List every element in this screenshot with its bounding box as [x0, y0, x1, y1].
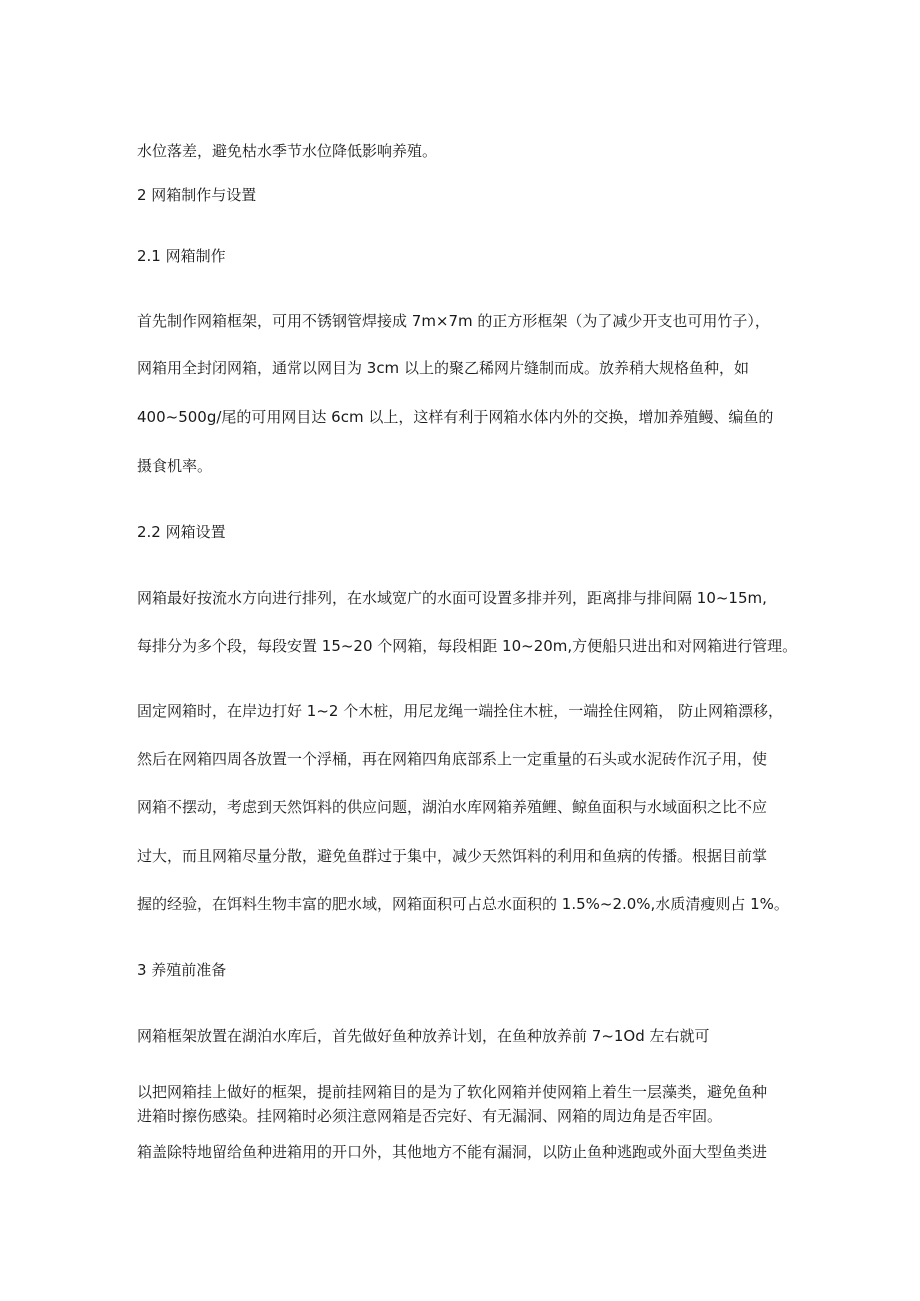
section-2-1-line: 摄食机率。 [137, 457, 213, 475]
section-2-2-para2-line: 网箱不摆动，考虑到天然饵料的供应问题，湖泊水库网箱养殖鲤、鲸鱼面积与水域面积之比不应 [137, 798, 768, 816]
section-3-heading: 3 养殖前准备 [137, 961, 227, 979]
section-3-para3-line: 箱盖除特地留给鱼种进箱用的开口外，其他地方不能有漏洞，以防止鱼种逃跑或外面大型鱼类进 [137, 1143, 768, 1161]
section-2-2-para2-line: 固定网箱时，在岸边打好 1~2 个木桩，用尼龙绳一端拴住木桩，一端拴住网箱， 防止网箱漂移， [137, 702, 783, 720]
section-2-heading: 2 网箱制作与设置 [137, 186, 257, 204]
section-3-para2-line: 以把网箱挂上做好的框架，提前挂网箱目的是为了软化网箱并使网箱上着生一层藻类，避免鱼种 [137, 1083, 768, 1101]
section-3-para2-line: 进箱时擦伤感染。挂网箱时必须注意网箱是否完好、有无漏洞、网箱的周边角是否牢固。 [137, 1107, 723, 1125]
section-2-1-heading: 2.1 网箱制作 [137, 247, 226, 265]
section-3-para1-line: 网箱框架放置在湖泊水库后，首先做好鱼种放养计划，在鱼种放养前 7~1Od 左右就可 [137, 1027, 710, 1045]
section-2-2-para1-line: 每排分为多个段，每段安置 15~20 个网箱，每段相距 10~20m,方便船只进出和对网箱进行管理。 [137, 637, 798, 655]
intro-tail-line: 水位落差，避免枯水季节水位降低影响养殖。 [137, 142, 438, 160]
section-2-1-line: 网箱用全封闭网箱，通常以网目为 3cm 以上的聚乙稀网片缝制而成。放养稍大规格鱼种，如 [137, 359, 749, 377]
section-2-1-line: 400~500g/尾的可用网目达 6cm 以上，这样有利于网箱水体内外的交换，增加养殖鳗、编鱼的 [137, 408, 774, 426]
section-2-2-para2-line: 握的经验，在饵料生物丰富的肥水域，网箱面积可占总水面积的 1.5%~2.0%,水质清瘦则占 1%。 [137, 895, 789, 913]
section-2-2-para2-line: 然后在网箱四周各放置一个浮桶，再在网箱四角底部系上一定重量的石头或水泥砖作沉子用，使 [137, 750, 768, 768]
section-2-2-para2-line: 过大，而且网箱尽量分散，避免鱼群过于集中，减少天然饵料的利用和鱼病的传播。根据目前掌 [137, 847, 768, 865]
section-2-2-heading: 2.2 网箱设置 [137, 523, 226, 541]
section-2-2-para1-line: 网箱最好按流水方向进行排列，在水域宽广的水面可设置多排并列，距离排与排间隔 10~15m, [137, 589, 767, 607]
section-2-1-line: 首先制作网箱框架，可用不锈钢管焊接成 7m×7m 的正方形框架（为了减少开支也可用竹子）， [137, 312, 770, 330]
